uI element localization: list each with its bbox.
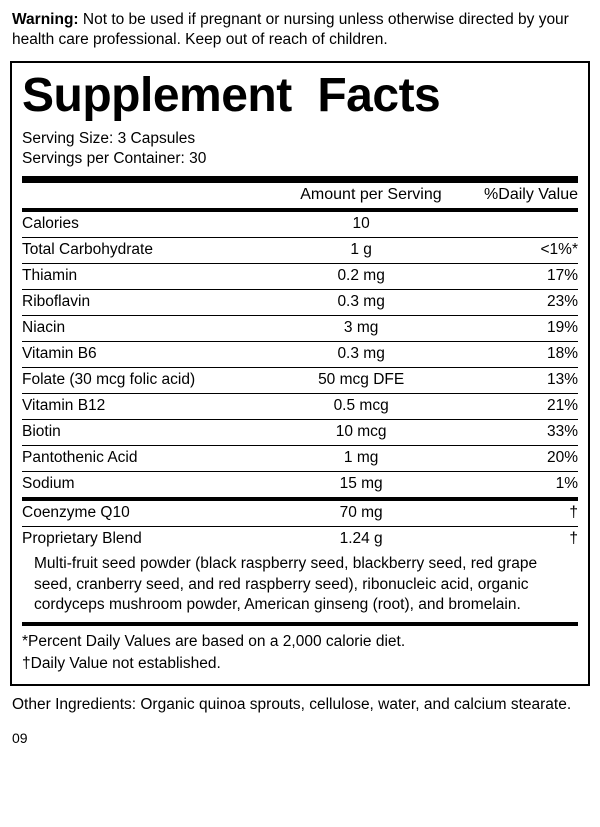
nutrient-table <box>22 212 578 497</box>
warning-body: Not to be used if pregnant or nursing unless otherwise directed by your health care professional. Keep out of reach of children. <box>12 11 569 49</box>
nutrient-dv: 20% <box>456 445 578 471</box>
nutrient-amount: 70 mg <box>267 501 456 527</box>
warning-label: Warning: <box>12 11 79 28</box>
nutrient-amount: 15 mg <box>339 475 383 493</box>
blend-table <box>22 501 578 552</box>
table-header-row <box>22 183 578 208</box>
panel-title: Supplement Facts <box>22 68 441 122</box>
table-row <box>22 289 578 315</box>
nutrient-name: Riboflavin <box>22 289 267 315</box>
nutrient-name: Coenzyme Q10 <box>22 501 267 527</box>
nutrient-amount: 1 mg <box>267 445 456 471</box>
serving-size: Serving Size: 3 Capsules <box>22 130 196 148</box>
nutrient-amount: 10 mcg <box>267 419 456 445</box>
nutrient-name: Folate (30 mcg folic acid) <box>22 367 267 393</box>
table-row <box>22 419 578 445</box>
table-row <box>22 526 578 552</box>
table-row <box>22 237 578 263</box>
supplement-facts-panel <box>10 61 590 686</box>
nutrient-name: Calories <box>22 212 267 238</box>
table-row <box>22 212 578 238</box>
warning-text <box>12 10 588 51</box>
header-blank <box>22 183 267 208</box>
footnote-daily-values: *Percent Daily Values are based on a 2,000 calorie diet. <box>22 632 406 650</box>
header-daily-value: %Daily Value <box>484 186 578 204</box>
nutrient-dv: 21% <box>456 393 578 419</box>
nutrient-dv: 33% <box>456 419 578 445</box>
nutrient-amount: 10 <box>267 212 456 238</box>
header-amount-per-serving: Amount per Serving <box>300 186 442 204</box>
nutrient-dv: † <box>456 501 578 527</box>
nutrient-amount: 3 mg <box>267 315 456 341</box>
nutrient-amount: 0.3 mg <box>267 341 456 367</box>
nutrient-dv: 19% <box>456 315 578 341</box>
nutrient-dv: 1% <box>555 475 578 493</box>
nutrient-name: Vitamin B6 <box>22 341 267 367</box>
nutrient-dv: 23% <box>456 289 578 315</box>
nutrition-header-table <box>22 183 578 208</box>
nutrient-amount: 1.24 g <box>339 530 383 548</box>
footnotes <box>22 626 578 676</box>
nutrient-dv: <1%* <box>456 237 578 263</box>
footnote-dv-not-established: †Daily Value not established. <box>22 655 221 673</box>
nutrient-name: Thiamin <box>22 263 267 289</box>
table-row <box>22 445 578 471</box>
table-row <box>22 315 578 341</box>
nutrient-name: Total Carbohydrate <box>22 237 267 263</box>
nutrient-name: Niacin <box>22 315 267 341</box>
nutrient-amount: 0.3 mg <box>267 289 456 315</box>
blend-description: Multi-fruit seed powder (black raspberry seed, blackberry seed, red grape seed, cranberry seed, and red raspberry seed), ribonucleic acid, organic cordyceps mushroom powder, American ginseng (root), and bromelain. <box>34 554 538 614</box>
nutrient-amount: 50 mcg DFE <box>267 367 456 393</box>
table-row <box>22 471 578 497</box>
nutrient-dv: 17% <box>456 263 578 289</box>
nutrient-amount: 1 g <box>267 237 456 263</box>
table-row <box>22 367 578 393</box>
nutrient-name: Biotin <box>22 419 267 445</box>
table-row <box>22 393 578 419</box>
nutrient-name: Pantothenic Acid <box>22 445 267 471</box>
table-row <box>22 341 578 367</box>
nutrient-dv <box>456 212 578 238</box>
table-row <box>22 263 578 289</box>
servings-per-container: Servings per Container: 30 <box>22 150 207 168</box>
nutrient-dv: † <box>569 530 578 548</box>
nutrient-dv: 13% <box>456 367 578 393</box>
nutrient-dv: 18% <box>456 341 578 367</box>
nutrient-amount: 0.5 mcg <box>267 393 456 419</box>
nutrient-name: Vitamin B12 <box>22 393 267 419</box>
divider-thick-top <box>22 176 578 183</box>
nutrient-name: Proprietary Blend <box>22 530 142 548</box>
other-ingredients: Other Ingredients: Organic quinoa sprouts, cellulose, water, and calcium stearate. <box>12 696 572 713</box>
revision-code: 09 <box>12 729 28 746</box>
nutrient-name: Sodium <box>22 475 75 493</box>
table-row <box>22 501 578 527</box>
nutrient-amount: 0.2 mg <box>267 263 456 289</box>
